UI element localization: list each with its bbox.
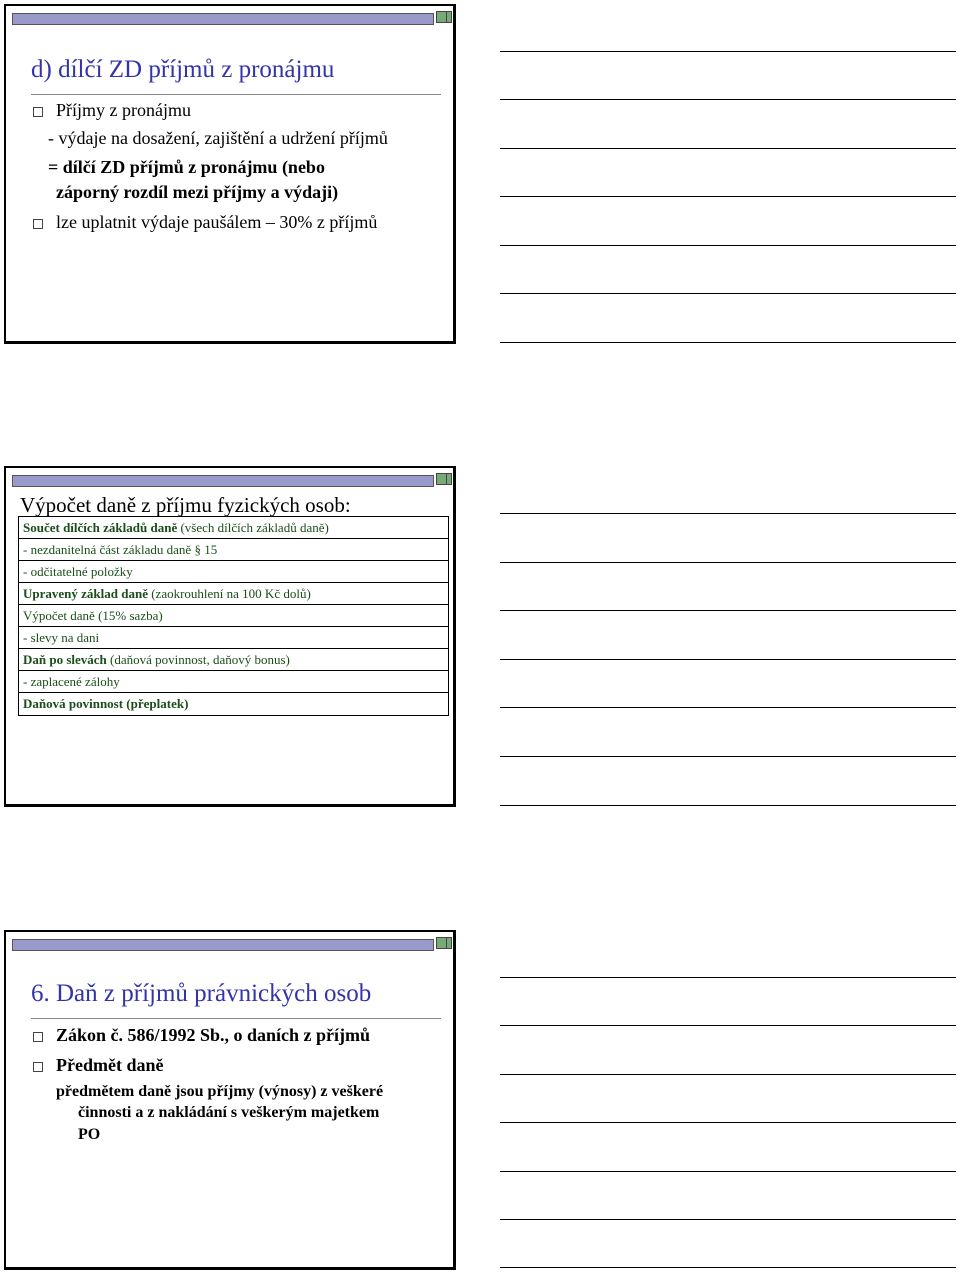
note-line (500, 245, 956, 246)
body-line: = dílčí ZD příjmů z pronájmu (nebo (48, 157, 325, 177)
table-row: - slevy na dani (19, 627, 448, 649)
slide-1 (4, 4, 456, 344)
table-row: Výpočet daně (15% sazba) (19, 605, 448, 627)
table-row: Součet dílčích základů daně (všech dílčích základů daně) (19, 517, 448, 539)
bullet-text: Příjmy z pronájmu (56, 100, 191, 120)
square-bullet-icon (33, 1062, 43, 1072)
tax-calculation-table (18, 516, 449, 716)
note-line (500, 1171, 956, 1172)
note-line (500, 513, 956, 514)
square-bullet-icon (33, 1032, 43, 1042)
table-row: - odčitatelné položky (19, 561, 448, 583)
body-line: - výdaje na dosažení, zajištění a udržení příjmů (48, 128, 388, 148)
note-line (500, 1074, 956, 1075)
title-divider (31, 94, 441, 95)
note-line (500, 562, 956, 563)
slide-title: 6. Daň z příjmů právnických osob (31, 980, 372, 1007)
note-line (500, 342, 956, 343)
body-line: předmětem daně jsou příjmy (výnosy) z veškeré (56, 1083, 384, 1100)
slide-header-bar (12, 475, 434, 487)
bullet-text: Předmět daně (56, 1055, 164, 1075)
table-row: Daňová povinnost (přeplatek) (23, 696, 189, 711)
note-line (500, 707, 956, 708)
note-line (500, 293, 956, 294)
slide-corner-decoration (446, 473, 452, 485)
note-line (500, 196, 956, 197)
note-line (500, 977, 956, 978)
note-line (500, 1267, 956, 1268)
table-row: - nezdanitelná část základu daně § 15 (19, 539, 448, 561)
slide-3 (4, 930, 456, 1270)
square-bullet-icon (33, 219, 43, 229)
slide-title: d) dílčí ZD příjmů z pronájmu (31, 56, 335, 83)
slide-header-bar (12, 13, 434, 25)
bullet-text: Zákon č. 586/1992 Sb., o daních z příjmů (56, 1025, 371, 1045)
table-row: Upravený základ daně (zaokrouhlení na 100 Kč dolů) (19, 583, 448, 605)
body-line: činnosti a z nakládání s veškerým majetkem (78, 1104, 380, 1121)
note-line (500, 1122, 956, 1123)
note-line (500, 1219, 956, 1220)
title-divider (31, 1018, 441, 1019)
note-line (500, 1025, 956, 1026)
slide-corner-decoration (446, 11, 452, 23)
body-line: PO (78, 1126, 101, 1143)
slide-corner-decoration (446, 937, 452, 949)
note-line (500, 148, 956, 149)
slide-2 (4, 466, 456, 807)
bullet-text: lze uplatnit výdaje paušálem – 30% z příjmů (56, 212, 378, 232)
body-line: záporný rozdíl mezi příjmy a výdaji) (56, 182, 339, 202)
note-line (500, 756, 956, 757)
note-line (500, 610, 956, 611)
note-line (500, 659, 956, 660)
slide-header-bar (12, 939, 434, 951)
note-line (500, 99, 956, 100)
square-bullet-icon (33, 107, 43, 117)
table-row: - zaplacené zálohy (19, 671, 448, 693)
note-line (500, 805, 956, 806)
table-row: Daň po slevách (daňová povinnost, daňový bonus) (19, 649, 448, 671)
note-line (500, 51, 956, 52)
slide-title: Výpočet daně z příjmu fyzických osob: (20, 493, 351, 517)
